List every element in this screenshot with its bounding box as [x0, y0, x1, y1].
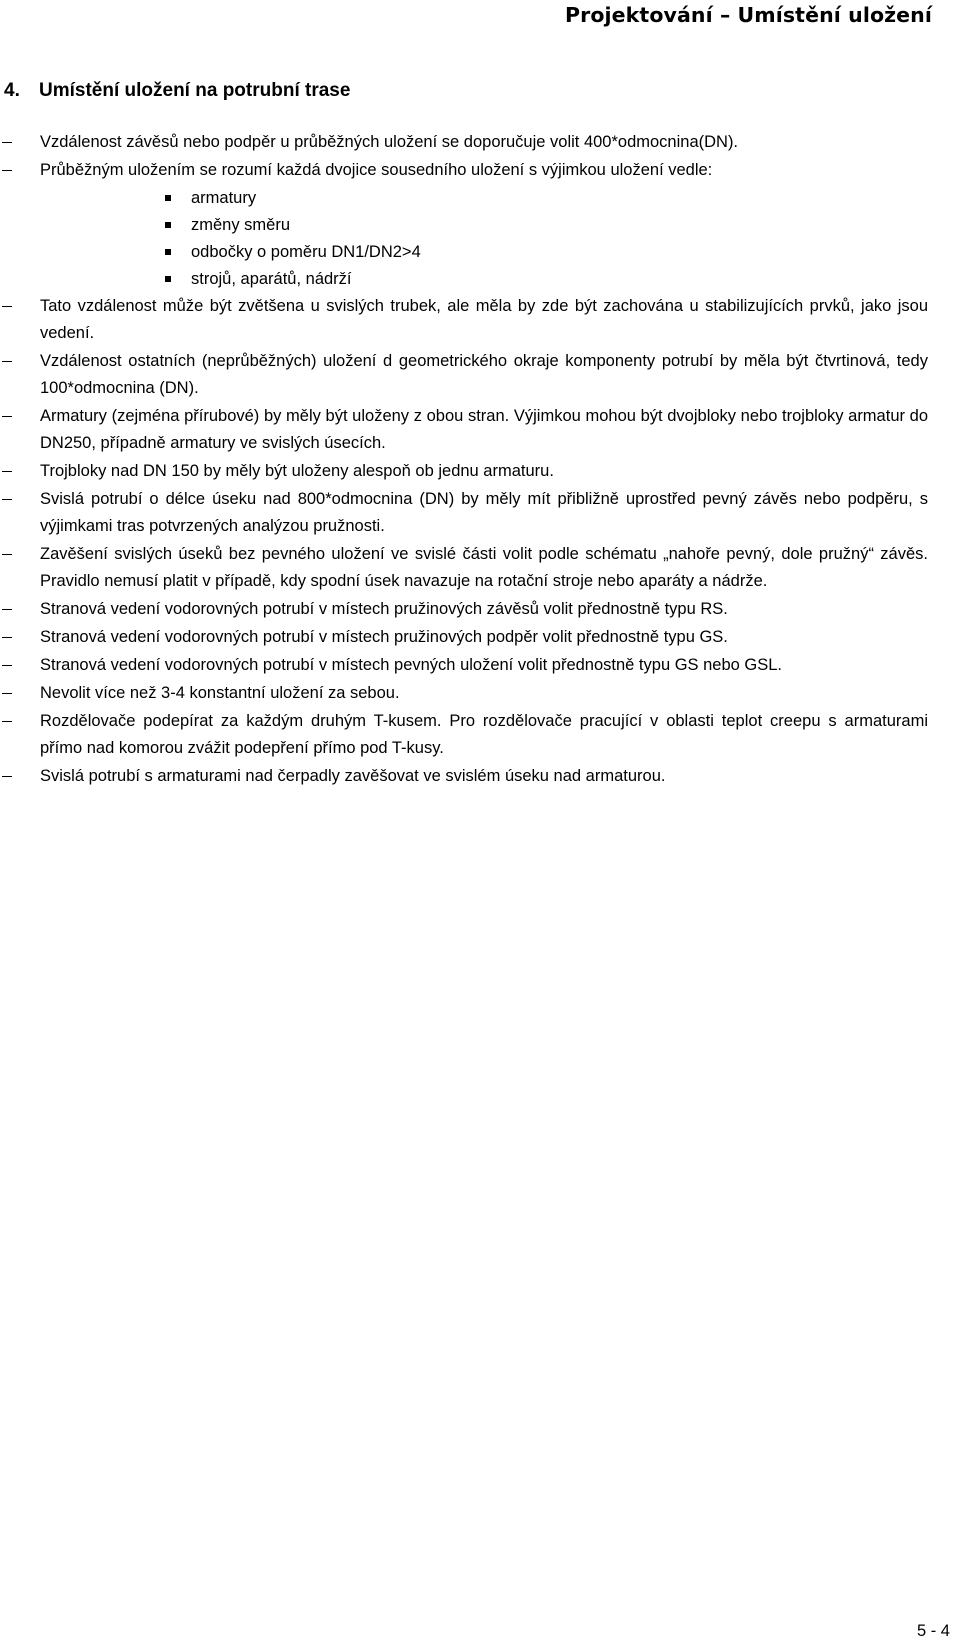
list-item-text: Stranová vedení vodorovných potrubí v místech pevných uložení volit přednostně typu GS nebo GSL. — [40, 656, 783, 674]
list-item-text: Svislá potrubí s armaturami nad čerpadly zavěšovat ve svislém úseku nad armaturou. — [40, 767, 666, 785]
dash-bullet-icon — [2, 776, 12, 777]
list-item-text: Stranová vedení vodorovných potrubí v místech pružinových podpěr volit přednostně typu GS. — [40, 628, 728, 646]
dash-bullet-icon — [2, 142, 12, 143]
document-body — [0, 129, 960, 791]
square-bullet-icon — [165, 276, 171, 282]
dash-bullet-icon — [2, 170, 12, 171]
sublist-item-text: odbočky o poměru DN1/DN2>4 — [191, 243, 421, 261]
dash-bullet-icon — [2, 637, 12, 638]
dash-bullet-icon — [2, 554, 12, 555]
list-item-text: Zavěšení svislých úseků bez pevného uložení ve svislé části volit podle schématu „nahoře pevný, dole pružný“ závěs. Pravidlo nemusí platit v případě, kdy spodní úsek navazuje na rotační stroje nebo aparáty a nádrže. — [40, 545, 928, 590]
square-bullet-icon — [165, 195, 171, 201]
list-item-text: Rozdělovače podepírat za každým druhým T-kusem. Pro rozdělovače pracující v oblasti teplot creepu s armaturami přímo nad komorou zvážit podepření přímo pod T-kusy. — [40, 712, 928, 757]
dash-bullet-icon — [2, 693, 12, 694]
sublist-item — [0, 185, 960, 212]
section-number: 4. — [4, 80, 20, 101]
section-heading — [4, 80, 350, 102]
dash-bullet-icon — [2, 665, 12, 666]
list-item — [0, 293, 960, 347]
dash-bullet-icon — [2, 609, 12, 610]
list-item-text: Svislá potrubí o délce úseku nad 800*odmocnina (DN) by měly mít přibližně uprostřed pevný závěs nebo podpěru, s výjimkami tras potvrzených analýzou pružnosti. — [40, 490, 928, 535]
list-item — [0, 348, 960, 402]
dash-bullet-icon — [2, 499, 12, 500]
list-item-text: Nevolit více než 3-4 konstantní uložení za sebou. — [40, 684, 400, 702]
list-item — [0, 708, 960, 762]
page-number: 5 - 4 — [916, 1622, 950, 1640]
square-bullet-icon — [165, 222, 171, 228]
sublist-item-text: armatury — [191, 189, 257, 207]
square-bullet-icon — [165, 249, 171, 255]
list-item-text: Průběžným uložením se rozumí každá dvojice sousedního uložení s výjimkou uložení vedle: — [40, 161, 713, 179]
dash-bullet-icon — [2, 471, 12, 472]
list-item — [0, 157, 960, 184]
list-item-text: Trojbloky nad DN 150 by měly být uloženy alespoň ob jednu armaturu. — [40, 462, 554, 480]
sublist-item — [0, 212, 960, 239]
list-item — [0, 624, 960, 651]
dash-bullet-icon — [2, 306, 12, 307]
list-item — [0, 541, 960, 595]
list-item — [0, 652, 960, 679]
list-item-text: Vzdálenost ostatních (neprůběžných) uložení d geometrického okraje komponenty potrubí by měla být čtvrtinová, tedy 100*odmocnina (DN). — [40, 352, 928, 397]
sublist — [0, 185, 960, 293]
list-item-text: Tato vzdálenost může být zvětšena u svislých trubek, ale měla by zde být zachována u stabilizujících prvků, jako jsou vedení. — [40, 297, 928, 342]
dash-bullet-icon — [2, 361, 12, 362]
sublist-item-text: změny směru — [191, 216, 291, 234]
list-item — [0, 403, 960, 457]
list-item — [0, 458, 960, 485]
sublist-item — [0, 266, 960, 293]
list-item-text: Vzdálenost závěsů nebo podpěr u průběžných uložení se doporučuje volit 400*odmocnina(DN). — [40, 133, 739, 151]
dash-bullet-icon — [2, 721, 12, 722]
sublist-item-text: strojů, aparátů, nádrží — [191, 270, 352, 288]
list-item — [0, 680, 960, 707]
list-item — [0, 486, 960, 540]
sublist-item — [0, 239, 960, 266]
list-item — [0, 596, 960, 623]
list-item — [0, 763, 960, 790]
running-header: Projektování – Umístění uložení — [565, 3, 932, 27]
list-item-text: Stranová vedení vodorovných potrubí v místech pružinových závěsů volit přednostně typu RS. — [40, 600, 728, 618]
list-item — [0, 129, 960, 156]
list-item-text: Armatury (zejména přírubové) by měly být uloženy z obou stran. Výjimkou mohou být dvojbloky nebo trojbloky armatur do DN250, případně armatury ve svislých úsecích. — [40, 407, 928, 452]
dash-bullet-icon — [2, 416, 12, 417]
section-title: Umístění uložení na potrubní trase — [39, 80, 351, 101]
